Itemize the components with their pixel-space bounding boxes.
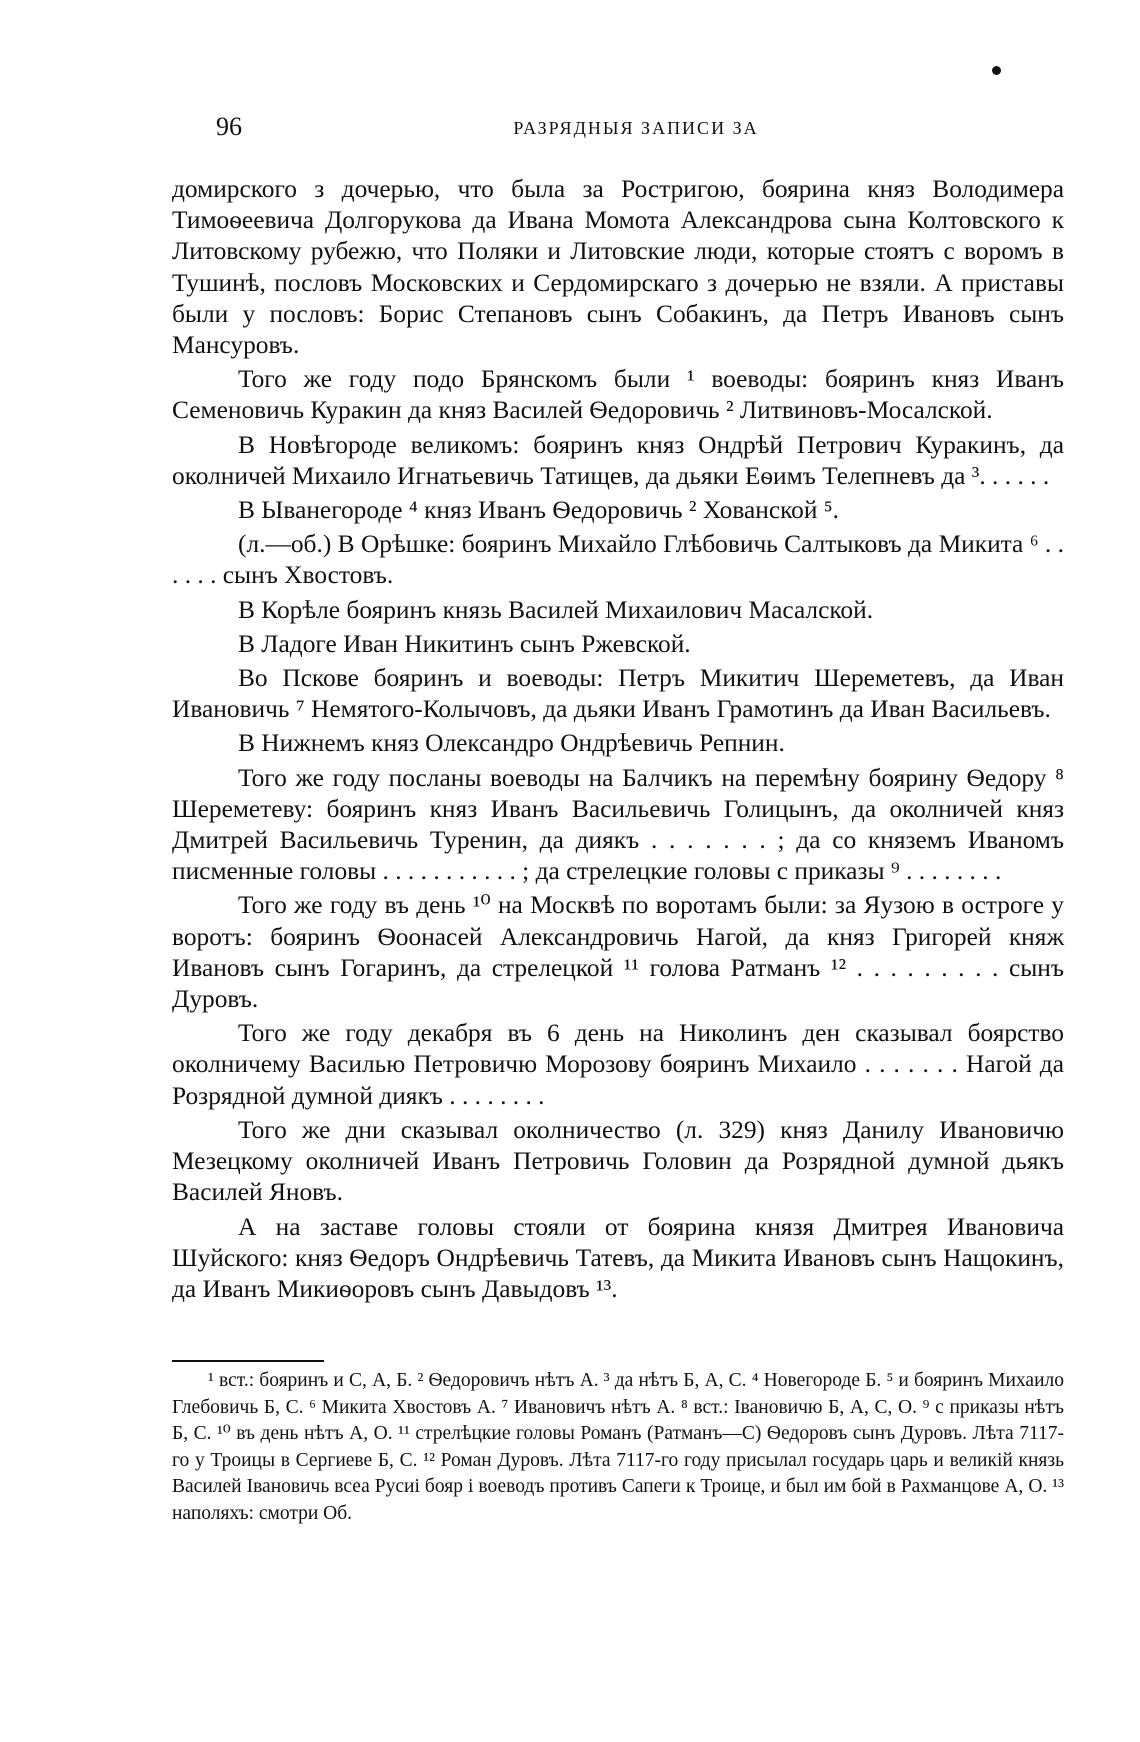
paragraph: Того же году посланы воеводы на Балчикъ на перемѣну боярину Ѳедору ⁸ Шереметеву: бояринъ княз Иванъ Васильевичь Голицынъ, да околничей княз Дмитрей Васильевичь Туренин, да диякъ . . . . . . . ; да со княземъ Иваномъ писменные головы . . . . . . . . . . . ; да стрелецкие головы с приказы ⁹ . . . . . . . . xyxy=(172,763,1064,886)
paragraph: Того же году декабря въ 6 день на Николинъ ден сказывал боярство околничему Василью Петровичю Морозову бояринъ Михаило . . . . . . . Нагой да Розрядной думной диякъ . . . . . . . . xyxy=(172,1019,1064,1110)
page-number: 96 xyxy=(216,112,242,141)
paragraph: В Корѣле бояринъ князь Василей Михаилович Масалской. xyxy=(238,595,874,624)
paragraph: В Новѣгороде великомъ: бояринъ княз Ондрѣй Петрович Куракинъ, да околничей Михаило Игнатьевичь Татищев, да дьяки Еѳимъ Телепневъ да ³. . . . . . xyxy=(172,430,1064,490)
paragraph: В Нижнемъ княз Олександро Ондрѣевичь Репнин. xyxy=(238,729,785,758)
paragraph: А на заставе головы стояли от боярина князя Дмитрея Ивановича Шуйского: княз Ѳедоръ Ондрѣевичь Татевъ, да Микита Ивановъ сынъ Нащокинъ, да Иванъ Микиѳоровъ сынъ Давыдовъ ¹³. xyxy=(172,1212,1064,1303)
paragraph: В Ыванегороде ⁴ княз Иванъ Ѳедоровичь ² Хованской ⁵. xyxy=(238,496,839,525)
paragraph: (л.—об.) В Орѣшке: бояринъ Михайло Глѣбовичь Салтыковъ да Микита ⁶ . . . . . . сынъ Хвостовъ. xyxy=(172,530,1064,590)
page-header xyxy=(212,112,1060,152)
paragraph: домирского з дочерью, что была за Ростригою, боярина княз Володимера Тимоѳеевича Долгорукова да Ивана Момота Александрова сына Колтовского к Литовскому рубежю, что Поляки и Литовские люди, которые стоятъ с воромъ в Тушинѣ, пословъ Московских и Сердомирскаго з дочерью не взяли. А приставы были у пословъ: Борис Степановъ сынъ Собакинъ, да Петръ Ивановъ сынъ Мансуровъ. xyxy=(172,175,1064,360)
paragraph: Во Пскове бояринъ и воеводы: Петръ Микитич Шереметевъ, да Иван Ивановичь ⁷ Немятого-Колычовъ, да дьяки Иванъ Грамотинъ да Иван Васильевъ. xyxy=(172,664,1064,724)
main-text xyxy=(172,174,1064,1308)
stray-dot-mark xyxy=(992,66,1001,75)
paragraph: В Ладоге Иван Никитинъ сынъ Ржевской. xyxy=(238,629,691,658)
footnote-divider xyxy=(172,1360,324,1362)
footnotes xyxy=(172,1368,1064,1528)
paragraph: Того же году въ день ¹⁰ на Москвѣ по воротамъ были: за Яузою в остроге у воротъ: бояринъ Ѳоонасей Александровичь Нагой, да княз Григорей княж Ивановъ сынъ Гогаринъ, да стрелецкой ¹¹ голова Ратманъ ¹² . . . . . . . . . сынъ Дуровъ. xyxy=(172,891,1064,1014)
paragraph: Того же дни сказывал околничество (л. 329) княз Данилу Ивановичю Мезецкому околничей Иванъ Петровичь Головин да Розрядной думной дьякъ Василей Яновъ. xyxy=(172,1115,1064,1207)
paragraph: Того же году подо Брянскомъ были ¹ воеводы: бояринъ княз Иванъ Семеновичь Куракин да княз Василей Ѳедоровичь ² Литвиновъ-Мосалской. xyxy=(172,365,1064,425)
footnote-text: ¹ вст.: бояринъ и С, А, Б. ² Ѳедоровичъ нѣтъ А. ³ да нѣтъ Б, А, С. ⁴ Новегороде Б. ⁵ и бояринъ Михаило Глебовичь Б, С. ⁶ Микита Хвостовъ А. ⁷ Ивановичъ нѣтъ А. ⁸ вст.: Івановичю Б, А, С, О. ⁹ с приказы нѣтъ Б, С. ¹⁰ въ день нѣтъ А, О. ¹¹ стрелѣцкие головы Романъ (Ратманъ—С) Ѳедоровъ сынъ Дуровъ. Лѣта 7117-го у Троицы в Сергиеве Б, С. ¹² Роман Дуровъ. Лѣта 7117-го году присылал государь царь и великій князь Василей Івановичь всеа Русиі бояр і воеводъ противъ Сапеги к Троице, и был им бой в Рахманцове А, О. ¹³ наполяхъ: смотри Об. xyxy=(172,1370,1064,1524)
running-title: РАЗРЯДНЫЯ ЗАПИСИ ЗА xyxy=(513,118,759,138)
